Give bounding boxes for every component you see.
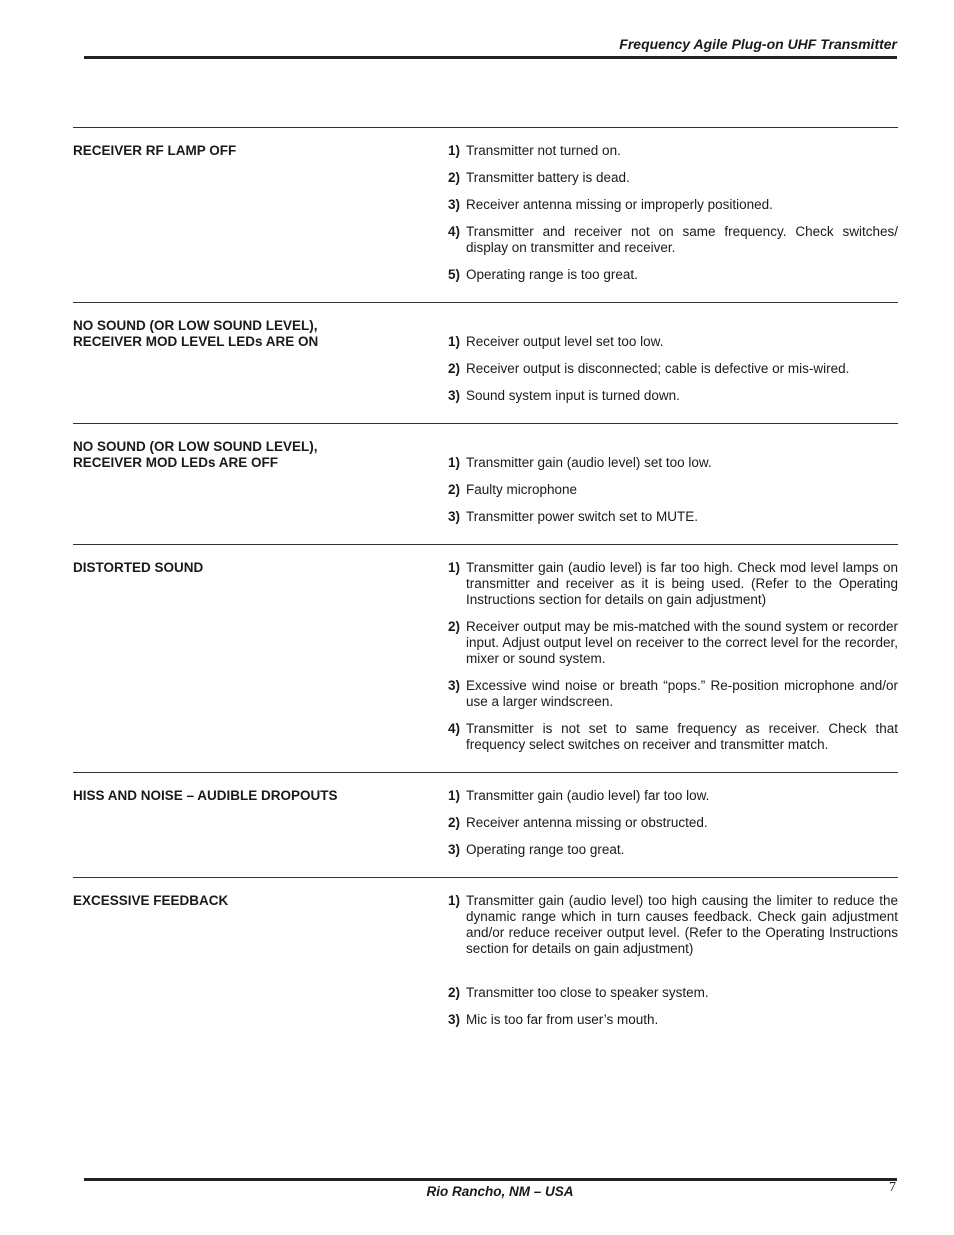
cause-text: Transmitter gain (audio level) too high causing the limiter to reduce the dynamic range which in turn causes feedback. Check gain adjustment and/or reduce receiver output level. (Refer to the Operating Instructions section for details on gain adjustment) <box>466 893 898 956</box>
problem-row <box>73 773 898 878</box>
cause-text: Sound system input is turned down. <box>466 388 680 403</box>
cause-item <box>448 361 898 377</box>
cause-item <box>448 721 898 753</box>
symptom-label: RECEIVER RF LAMP OFF <box>73 143 237 158</box>
cause-number: 3) <box>448 678 461 693</box>
troubleshooting-table <box>73 127 898 1047</box>
cause-text: Excessive wind noise or breath “pops.” Re-position microphone and/or use a larger windscreen. <box>466 678 898 709</box>
cause-number: 1) <box>448 560 461 575</box>
header-rule <box>84 56 897 59</box>
cause-text: Transmitter gain (audio level) set too low. <box>466 455 712 470</box>
cause-item <box>448 388 898 404</box>
cause-text: Transmitter gain (audio level) far too low. <box>466 788 710 803</box>
symptom-label: NO SOUND (OR LOW SOUND LEVEL), RECEIVER MOD LEDs ARE OFF <box>73 439 318 470</box>
cause-number: 2) <box>448 619 461 634</box>
cause-list <box>448 560 898 753</box>
cause-number: 1) <box>448 455 461 470</box>
cause-number: 3) <box>448 388 461 403</box>
cause-number: 3) <box>448 509 461 524</box>
cause-text: Transmitter gain (audio level) is far too high. Check mod level lamps on transmitter and receiver as it is being used. (Refer to the Operating Instructions section for details on gain adjustment) <box>466 560 898 607</box>
cause-item <box>448 482 898 498</box>
cause-number: 1) <box>448 788 461 803</box>
cause-number: 4) <box>448 224 461 239</box>
cause-item <box>448 619 898 667</box>
cause-number: 5) <box>448 267 461 282</box>
cause-item <box>448 267 898 283</box>
cause-text: Transmitter not turned on. <box>466 143 621 158</box>
cause-item <box>448 455 898 471</box>
cause-number: 3) <box>448 842 461 857</box>
cause-item <box>448 143 898 159</box>
symptom-label: HISS AND NOISE – AUDIBLE DROPOUTS <box>73 788 338 803</box>
cause-text: Receiver output may be mis-matched with the sound system or recorder input. Adjust output level on receiver to the correct level for the recorder, mixer or sound system. <box>466 619 898 666</box>
cause-text: Receiver output level set too low. <box>466 334 664 349</box>
cause-text: Faulty microphone <box>466 482 578 497</box>
cause-number: 1) <box>448 893 461 908</box>
cause-item <box>448 334 898 350</box>
cause-item <box>448 815 898 831</box>
cause-list <box>448 439 898 525</box>
problem-row <box>73 303 898 424</box>
problem-row <box>73 878 898 1047</box>
problem-row <box>73 128 898 303</box>
cause-item <box>448 224 898 256</box>
cause-list <box>448 788 898 858</box>
cause-number: 4) <box>448 721 461 736</box>
symptom-label: EXCESSIVE FEEDBACK <box>73 893 229 908</box>
cause-text: Mic is too far from user’s mouth. <box>466 1012 659 1027</box>
cause-number: 1) <box>448 143 461 158</box>
cause-list <box>448 893 898 1028</box>
footer-location: Rio Rancho, NM – USA <box>426 1184 574 1199</box>
cause-text: Receiver output is disconnected; cable is defective or mis-wired. <box>466 361 850 376</box>
symptom-label: NO SOUND (OR LOW SOUND LEVEL), RECEIVER MOD LEVEL LEDs ARE ON <box>73 318 319 349</box>
cause-text: Transmitter too close to speaker system. <box>466 985 709 1000</box>
cause-number: 2) <box>448 482 461 497</box>
problem-row <box>73 545 898 773</box>
cause-number: 2) <box>448 815 461 830</box>
problem-row <box>73 424 898 545</box>
cause-item <box>448 678 898 710</box>
cause-text: Transmitter battery is dead. <box>466 170 630 185</box>
cause-number: 3) <box>448 197 461 212</box>
cause-text: Operating range is too great. <box>466 267 638 282</box>
cause-item <box>448 1012 898 1028</box>
symptom-label: DISTORTED SOUND <box>73 560 204 575</box>
cause-item <box>448 985 898 1001</box>
cause-item <box>448 788 898 804</box>
cause-item <box>448 893 898 957</box>
cause-item <box>448 197 898 213</box>
cause-number: 2) <box>448 170 461 185</box>
cause-text: Receiver antenna missing or obstructed. <box>466 815 708 830</box>
cause-item <box>448 170 898 186</box>
cause-list <box>448 318 898 404</box>
cause-item <box>448 842 898 858</box>
cause-text: Transmitter is not set to same frequency as receiver. Check that frequency select switches on receiver and transmitter match. <box>466 721 898 752</box>
header-title: Frequency Agile Plug-on UHF Transmitter <box>619 36 897 52</box>
cause-item <box>448 560 898 608</box>
cause-item <box>448 509 898 525</box>
cause-text: Transmitter and receiver not on same frequency. Check switches/ display on transmitter and receiver. <box>466 224 898 255</box>
footer-rule <box>84 1178 897 1181</box>
cause-text: Receiver antenna missing or improperly positioned. <box>466 197 773 212</box>
cause-number: 2) <box>448 361 461 376</box>
cause-number: 1) <box>448 334 461 349</box>
cause-number: 2) <box>448 985 461 1000</box>
cause-list <box>448 143 898 283</box>
cause-text: Transmitter power switch set to MUTE. <box>466 509 699 524</box>
cause-number: 3) <box>448 1012 461 1027</box>
page-number: 7 <box>889 1180 896 1195</box>
cause-text: Operating range too great. <box>466 842 625 857</box>
